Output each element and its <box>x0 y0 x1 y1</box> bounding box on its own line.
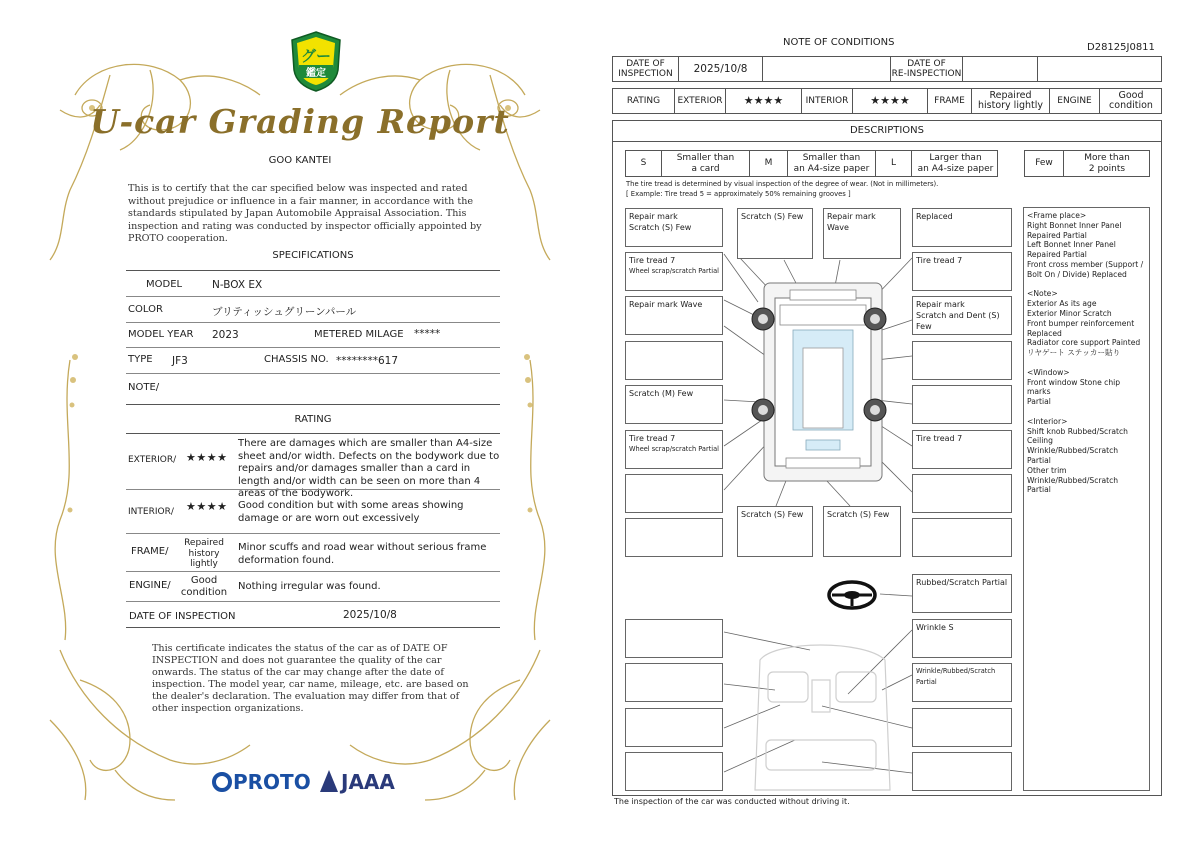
proto-mark-icon <box>212 772 232 792</box>
desc-box-rear-left <box>625 474 723 513</box>
legend-m-desc: Smaller than an A4-size paper <box>788 151 876 176</box>
color-value: ブリティッシュグリーンパール <box>212 306 357 318</box>
legend-few: Few <box>1025 151 1064 176</box>
note-line: Front window Stone chip marks <box>1027 377 1121 397</box>
desc-box-left-rear-door: Scratch (M) Few <box>625 385 723 424</box>
metered-milage-label: METERED MILAGE <box>314 329 404 340</box>
engine-label: ENGINE <box>1050 89 1100 113</box>
note-line: Replaced <box>1027 328 1062 338</box>
desc-box-front-bumper: Scratch (S) Few <box>737 208 813 259</box>
desc-box-front-right: Replaced <box>912 208 1012 247</box>
date-of-inspection-value: 2025/10/8 <box>679 57 763 81</box>
exterior-stars: ★★★★ <box>186 451 228 464</box>
legend-few-desc: More than 2 points <box>1084 153 1130 174</box>
desc-box-front-right-tire: Tire tread 7 <box>912 252 1012 291</box>
conditions-title: NOTE OF CONDITIONS <box>783 37 895 48</box>
note-line: Exterior As its age <box>1027 299 1097 309</box>
desc-box-rear-right-tire: Tire tread 7 <box>912 430 1012 469</box>
desc-box-right-rear-door <box>912 385 1012 424</box>
certificate-disclaimer: This certificate indicates the status of the car as of DATE OF INSPECTION and does not guarantee the quality of the car onwards. The status of the car may change after the date of inspection. The model year, car name, mileage, etc. are based on the dealer's declaration. The evaluation may differ from that of other inspection organizations. <box>152 643 469 714</box>
note-line: <Interior> <box>1027 416 1068 426</box>
metered-milage-value: ***** <box>414 328 441 340</box>
interior-label: INTERIOR <box>802 89 853 113</box>
note-line: Front bumper reinforcement <box>1027 318 1135 328</box>
engine-value: Good condition <box>180 575 228 598</box>
chassis-label: CHASSIS NO. <box>264 354 329 365</box>
note-line: Partial <box>1027 455 1051 465</box>
jaaa-mark-icon <box>320 770 338 792</box>
divider <box>126 601 500 602</box>
desc-box-steering: Rubbed/Scratch Partial <box>912 574 1012 613</box>
note-line: <Note> <box>1027 289 1058 299</box>
model-label: MODEL <box>146 279 183 290</box>
note-line: <Window> <box>1027 367 1070 377</box>
certification-statement: This is to certify that the car specified below was inspected and rated without prejudice or influence in a fair manner, in accordance with the standards stipulated by Japan Automobile Appraisal Association. This inspection and rating was conducted by inspector officially appointed by PROTO cooperation. <box>128 183 482 245</box>
desc-box-front-left: Repair mark Scratch (S) Few <box>625 208 723 247</box>
note-line: Wrinkle/Rubbed/Scratch <box>1027 475 1119 485</box>
interior-stars: ★★★★ <box>853 89 928 113</box>
legend-s-desc: Smaller than a card <box>662 151 750 176</box>
exterior-label: EXTERIOR/ <box>128 455 177 465</box>
note-line: Right Bonnet Inner Panel <box>1027 220 1122 230</box>
legend-m: M <box>750 151 788 176</box>
note-line: Wrinkle/Rubbed/Scratch <box>1027 446 1119 456</box>
chassis-value: ********617 <box>336 355 399 367</box>
note-line: Radiator core support Painted <box>1027 338 1141 348</box>
rating-heading: RATING <box>294 414 332 425</box>
note-line: Partial <box>1027 397 1051 407</box>
note-line: Repaired Partial <box>1027 250 1087 260</box>
desc-box-left-middle <box>625 341 723 380</box>
engine-label: ENGINE/ <box>129 580 171 591</box>
note-line: Other trim <box>1027 465 1067 475</box>
note-line: Repaired Partial <box>1027 230 1087 240</box>
note-line: Bolt On / Divide) Replaced <box>1027 269 1127 279</box>
desc-box-interior-trim: Wrinkle/Rubbed/Scratch Partial <box>912 663 1012 702</box>
note-line: Ceiling <box>1027 436 1053 446</box>
report-title: U-car Grading Report <box>90 102 510 141</box>
divider <box>126 347 500 348</box>
note-line <box>1027 280 1146 290</box>
date-of-reinspection-label: DATE OF RE-INSPECTION <box>891 58 962 79</box>
desc-box-front-left-tire: Tire tread 7 Wheel scrap/scratch Partial <box>625 252 723 291</box>
condition-notes-list <box>1023 207 1150 791</box>
exterior-description: There are damages which are smaller than A4-size sheet and/or width. Defects on the bodywork due to repairs and/or damages smaller than a card in length and/or width can be seen on more than 4 areas of the bodywork. <box>238 438 500 499</box>
exterior-label: EXTERIOR <box>675 89 726 113</box>
goo-kantei-badge-icon <box>288 30 344 92</box>
divider <box>126 373 500 374</box>
divider <box>126 270 500 271</box>
interior-stars: ★★★★ <box>186 500 228 513</box>
divider <box>126 296 500 297</box>
frame-description: Minor scuffs and road wear without serious frame deformation found. <box>238 542 487 566</box>
note-label: NOTE/ <box>128 382 160 393</box>
desc-box-rear-bumper: Scratch (S) Few <box>737 506 813 557</box>
frame-value: Repaired history lightly <box>972 89 1050 113</box>
desc-box-right-front-door: Repair mark Scratch and Dent (S) Few <box>912 296 1012 335</box>
note-line: Front cross member (Support / <box>1027 259 1144 269</box>
tread-note: The tire tread is determined by visual inspection of the degree of wear. (Not in millimeters). [ Example: Tire tread 5 = approximately 50% remaining grooves ] <box>626 180 939 198</box>
date-of-inspection-value: 2025/10/8 <box>343 609 397 621</box>
exterior-stars: ★★★★ <box>726 89 802 113</box>
document-id: D28125J0811 <box>1087 42 1155 53</box>
color-label: COLOR <box>128 304 163 315</box>
note-line: Exterior Minor Scratch <box>1027 308 1112 318</box>
divider <box>126 433 500 434</box>
desc-box-interior-left-1 <box>625 619 723 658</box>
specifications-heading: SPECIFICATIONS <box>272 250 354 261</box>
note-line <box>1027 407 1146 417</box>
desc-box-rear-left-bottom <box>625 518 723 557</box>
svg-text:グー: グー <box>300 47 332 65</box>
desc-box-interior-left-4 <box>625 752 723 791</box>
desc-box-right-middle <box>912 341 1012 380</box>
note-line: Shift knob Rubbed/Scratch <box>1027 426 1128 436</box>
engine-value: Good condition <box>1109 89 1153 111</box>
divider <box>126 533 500 534</box>
desc-box-interior-left-2 <box>625 663 723 702</box>
date-of-inspection-label: DATE OF INSPECTION <box>613 57 679 81</box>
divider <box>126 627 500 628</box>
divider <box>126 322 500 323</box>
desc-box-ceiling: Wrinkle S <box>912 619 1012 658</box>
jaaa-logo: JAAA <box>320 770 395 794</box>
interior-label: INTERIOR/ <box>128 507 174 517</box>
desc-box-left-front-door: Repair mark Wave <box>625 296 723 335</box>
frame-value: Repaired history lightly <box>184 538 224 569</box>
desc-box-rear-left-tire: Tire tread 7 Wheel scrap/scratch Partial <box>625 430 723 469</box>
date-of-inspection-label: DATE OF INSPECTION <box>129 611 236 622</box>
note-of-conditions <box>600 0 1200 848</box>
type-value: JF3 <box>172 355 188 367</box>
frame-label: FRAME/ <box>131 546 169 557</box>
type-label: TYPE <box>128 354 153 365</box>
note-line: Left Bonnet Inner Panel <box>1027 240 1116 250</box>
desc-box-bonnet: Repair mark Wave <box>823 208 901 259</box>
svg-text:鑑定: 鑑定 <box>306 68 326 79</box>
frame-label: FRAME <box>928 89 972 113</box>
descriptions-heading: DESCRIPTIONS <box>849 125 925 136</box>
note-line: <Frame place> <box>1027 211 1087 220</box>
legend-l-desc: Larger than an A4-size paper <box>917 153 994 174</box>
divider <box>126 571 500 572</box>
model-year-label: MODEL YEAR <box>128 329 194 340</box>
report-subtitle: GOO KANTEI <box>268 155 332 166</box>
interior-description: Good condition but with some areas showing damage or are worn out excessively <box>238 500 464 524</box>
desc-box-interior-right-bottom <box>912 752 1012 791</box>
model-year-value: 2023 <box>212 329 239 341</box>
desc-box-rear-right <box>912 474 1012 513</box>
note-line <box>1027 358 1146 368</box>
engine-description: Nothing irregular was found. <box>238 581 381 592</box>
driving-note: The inspection of the car was conducted without driving it. <box>614 797 850 806</box>
legend-l: L <box>876 151 912 176</box>
note-line: リヤゲート ステッカー貼り <box>1027 348 1121 358</box>
steering-wheel-icon <box>829 582 875 608</box>
note-line: Partial <box>1027 485 1051 495</box>
divider <box>126 404 500 405</box>
proto-logo: PROTO <box>212 770 311 794</box>
desc-box-rear-right-bottom <box>912 518 1012 557</box>
desc-box-interior-left-3 <box>625 708 723 747</box>
desc-box-interior-right-rear <box>912 708 1012 747</box>
divider <box>126 489 500 490</box>
rating-label: RATING <box>613 89 675 113</box>
desc-box-back-door: Scratch (S) Few <box>823 506 901 557</box>
legend-s: S <box>626 151 662 176</box>
model-value: N-BOX EX <box>212 279 263 291</box>
